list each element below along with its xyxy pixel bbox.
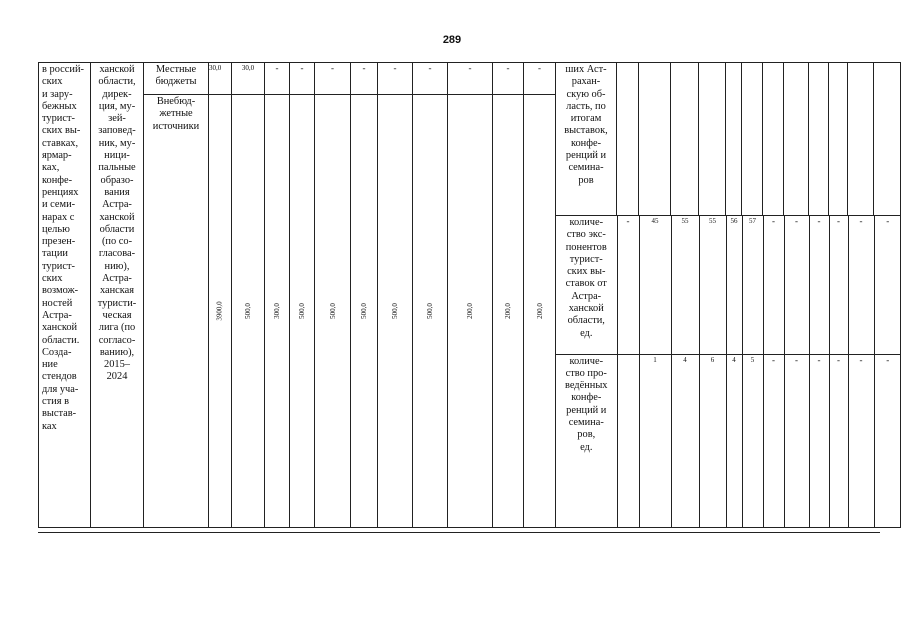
text-line: ханская xyxy=(99,285,135,297)
text-line: ренций и xyxy=(566,404,607,416)
text-line: лига (по xyxy=(98,322,136,334)
text-line: пальные xyxy=(98,162,136,174)
text-line: образо- xyxy=(100,174,134,186)
text-line: ческая xyxy=(102,309,132,321)
indicator-value: 57 xyxy=(749,217,756,225)
indicator-value: 55 xyxy=(681,217,689,225)
text-line: ших Аст- xyxy=(565,64,607,75)
text-line: конфе- xyxy=(571,392,602,404)
text-line: ведённых xyxy=(564,380,608,392)
indicator-value: - xyxy=(772,216,775,226)
text-line: гласова- xyxy=(98,248,136,260)
text-line: возмож- xyxy=(42,285,79,297)
funding-local-cell xyxy=(144,63,209,95)
text-line: ханской xyxy=(99,64,135,75)
text-line: ласть, по xyxy=(566,100,606,112)
text-line: заповед- xyxy=(98,125,136,137)
indicator-value xyxy=(639,63,671,216)
bottom-rule xyxy=(38,532,880,533)
text-line: в россий- xyxy=(42,64,84,75)
text-line: для уча- xyxy=(42,383,79,395)
indicator-value xyxy=(763,63,784,216)
text-line: Местные xyxy=(155,64,197,75)
extra-value: 300,0 xyxy=(273,303,281,319)
text-line: выстав- xyxy=(42,408,77,420)
text-line: области, xyxy=(567,315,605,327)
text-line: ских xyxy=(42,273,63,285)
text-line: дирек- xyxy=(102,88,132,100)
extra-value: 500,0 xyxy=(298,303,306,319)
text-line: ед. xyxy=(580,441,593,453)
text-line: ских вы- xyxy=(42,125,81,137)
text-line: количе- xyxy=(569,355,604,367)
local-value: 30,0 xyxy=(209,64,222,72)
text-line: ство экс- xyxy=(566,229,606,241)
text-line: ханской xyxy=(42,322,78,334)
indicator-value xyxy=(874,63,901,216)
extra-value: 500,0 xyxy=(360,303,368,319)
text-line: ярмар- xyxy=(42,150,72,162)
indicator-value: 5 xyxy=(750,355,755,364)
text-line: тации xyxy=(42,248,68,260)
extra-value: 500,0 xyxy=(244,303,252,319)
indicator-value xyxy=(784,63,809,216)
local-value: - xyxy=(468,63,472,73)
text-line: ванию), xyxy=(99,346,135,358)
local-value: - xyxy=(275,63,279,73)
indicator-text xyxy=(556,355,617,454)
text-line: ник, му- xyxy=(98,137,136,149)
text-line: итогам xyxy=(570,113,602,125)
local-value: - xyxy=(428,63,432,73)
text-line: ставках, xyxy=(42,137,79,149)
local-value: - xyxy=(331,63,334,73)
text-line: скую об- xyxy=(566,88,606,100)
text-line: ских вы- xyxy=(567,266,606,278)
indicator-value: 4 xyxy=(683,355,687,364)
text-line: Внебюд- xyxy=(156,96,196,107)
indicator-value: 56 xyxy=(730,217,738,225)
local-value: - xyxy=(362,63,366,73)
text-line: источники xyxy=(152,120,200,132)
text-line: области. xyxy=(42,334,80,346)
text-line: Астра- xyxy=(42,309,72,321)
text-line: ренций и xyxy=(565,150,607,162)
extra-value: 200,0 xyxy=(466,303,474,319)
indicator-value xyxy=(809,63,829,216)
local-value: - xyxy=(393,63,397,73)
activity-cell xyxy=(39,63,91,528)
text-line: ках xyxy=(42,420,57,432)
text-line: и зару- xyxy=(42,88,73,100)
text-line: ров, xyxy=(577,429,596,441)
indicator-subtable-cell xyxy=(556,216,901,528)
page-number: 289 xyxy=(442,34,462,46)
text-line: и семи- xyxy=(42,199,76,211)
text-line: Астра- xyxy=(102,273,132,285)
local-value: - xyxy=(538,63,541,73)
indicator-value xyxy=(671,63,699,216)
executor-text xyxy=(91,63,143,384)
text-line: турист- xyxy=(42,260,75,272)
extra-value: 500,0 xyxy=(426,303,434,319)
text-line: выставок, xyxy=(564,125,608,137)
indicator-cell xyxy=(556,63,617,216)
local-value: - xyxy=(300,63,304,73)
extra-value: 200,0 xyxy=(504,303,512,319)
indicator-value: 1 xyxy=(653,355,657,364)
text-line: конфе- xyxy=(42,174,73,186)
text-line: ках, xyxy=(42,162,60,174)
indicator-value: - xyxy=(817,354,821,365)
indicator-value xyxy=(618,355,639,356)
text-line: турист- xyxy=(569,253,603,265)
extra-value: 3900,0 xyxy=(216,301,224,321)
text-line: согласо- xyxy=(98,334,136,346)
indicator-value: - xyxy=(886,354,890,365)
text-line: презен- xyxy=(42,236,76,248)
text-line: ностей xyxy=(42,297,73,309)
text-line: ских xyxy=(42,76,63,88)
indicator-value: 45 xyxy=(651,217,659,225)
indicator-value: - xyxy=(772,354,775,365)
indicator-value: - xyxy=(795,354,798,365)
local-value: 30,0 xyxy=(241,64,255,72)
text-line: зей- xyxy=(108,113,126,125)
indicator-value xyxy=(829,63,848,216)
text-line: бюджеты xyxy=(155,76,197,88)
text-line: ханской xyxy=(568,303,604,315)
text-line: нию), xyxy=(104,260,130,272)
indicator-text xyxy=(556,216,617,340)
text-line: ханской xyxy=(99,211,135,223)
text-line: стия в xyxy=(42,396,69,408)
indicator-value: - xyxy=(817,216,821,226)
text-line: рахан- xyxy=(571,76,601,88)
text-line: Астра- xyxy=(102,199,132,211)
executor-cell xyxy=(91,63,144,528)
indicator-value xyxy=(699,63,726,216)
text-line: стендов xyxy=(42,371,77,383)
text-line: нарах с xyxy=(42,211,75,223)
text-line: жетные xyxy=(159,108,193,120)
text-line: бежных xyxy=(42,100,77,112)
text-line: ция, му- xyxy=(98,100,136,112)
indicator-value: - xyxy=(886,216,890,226)
indicator-value: - xyxy=(859,354,863,365)
text-line: ставок от xyxy=(565,278,607,290)
text-line: вания xyxy=(104,186,130,198)
extra-value: 200,0 xyxy=(535,303,544,319)
indicator-value xyxy=(848,63,874,216)
indicator-value: - xyxy=(626,216,630,226)
indicator-value: 4 xyxy=(732,355,736,364)
text-line: 2015– xyxy=(104,359,130,371)
indicator-subtable xyxy=(556,216,901,527)
text-line: семина- xyxy=(568,162,604,174)
indicator-value: 55 xyxy=(709,217,716,225)
text-line: области xyxy=(99,223,135,235)
extra-value: 500,0 xyxy=(328,303,337,319)
funding-extra-label xyxy=(144,95,208,133)
text-line: (по со- xyxy=(101,236,133,248)
indicator-value xyxy=(617,63,639,216)
table-row xyxy=(39,63,901,95)
local-value: - xyxy=(506,63,510,73)
text-line: области, xyxy=(98,76,136,88)
program-table xyxy=(38,62,901,528)
text-line: Созда- xyxy=(42,346,72,358)
indicator-value: 6 xyxy=(710,355,715,364)
text-line: ед. xyxy=(580,327,593,339)
text-line: количе- xyxy=(569,217,604,228)
table-row xyxy=(556,354,901,527)
activity-text xyxy=(39,63,90,433)
text-line: турист- xyxy=(42,113,75,125)
table-row xyxy=(556,216,901,354)
text-line: туристи- xyxy=(97,297,137,309)
indicator-text xyxy=(556,63,616,187)
text-line: целью xyxy=(42,223,70,235)
text-line: ренциях xyxy=(42,186,79,198)
indicator-value xyxy=(742,63,763,216)
funding-local-label xyxy=(144,63,208,89)
text-line: ров xyxy=(578,174,594,186)
indicator-value xyxy=(726,63,742,216)
text-line: ници- xyxy=(104,150,130,162)
text-line: конфе- xyxy=(570,137,602,149)
funding-extra-cell xyxy=(144,95,209,528)
extra-value: 500,0 xyxy=(391,303,399,319)
text-line: понентов xyxy=(565,241,607,253)
text-line: ние xyxy=(42,359,58,371)
text-line: семина- xyxy=(568,416,604,428)
indicator-value: - xyxy=(859,216,863,226)
indicator-value: - xyxy=(837,216,840,226)
text-line: ство про- xyxy=(565,367,607,379)
text-line: Астра- xyxy=(571,290,602,302)
indicator-value: - xyxy=(837,354,840,365)
text-line: 2024 xyxy=(106,371,128,383)
indicator-value: - xyxy=(795,216,798,226)
